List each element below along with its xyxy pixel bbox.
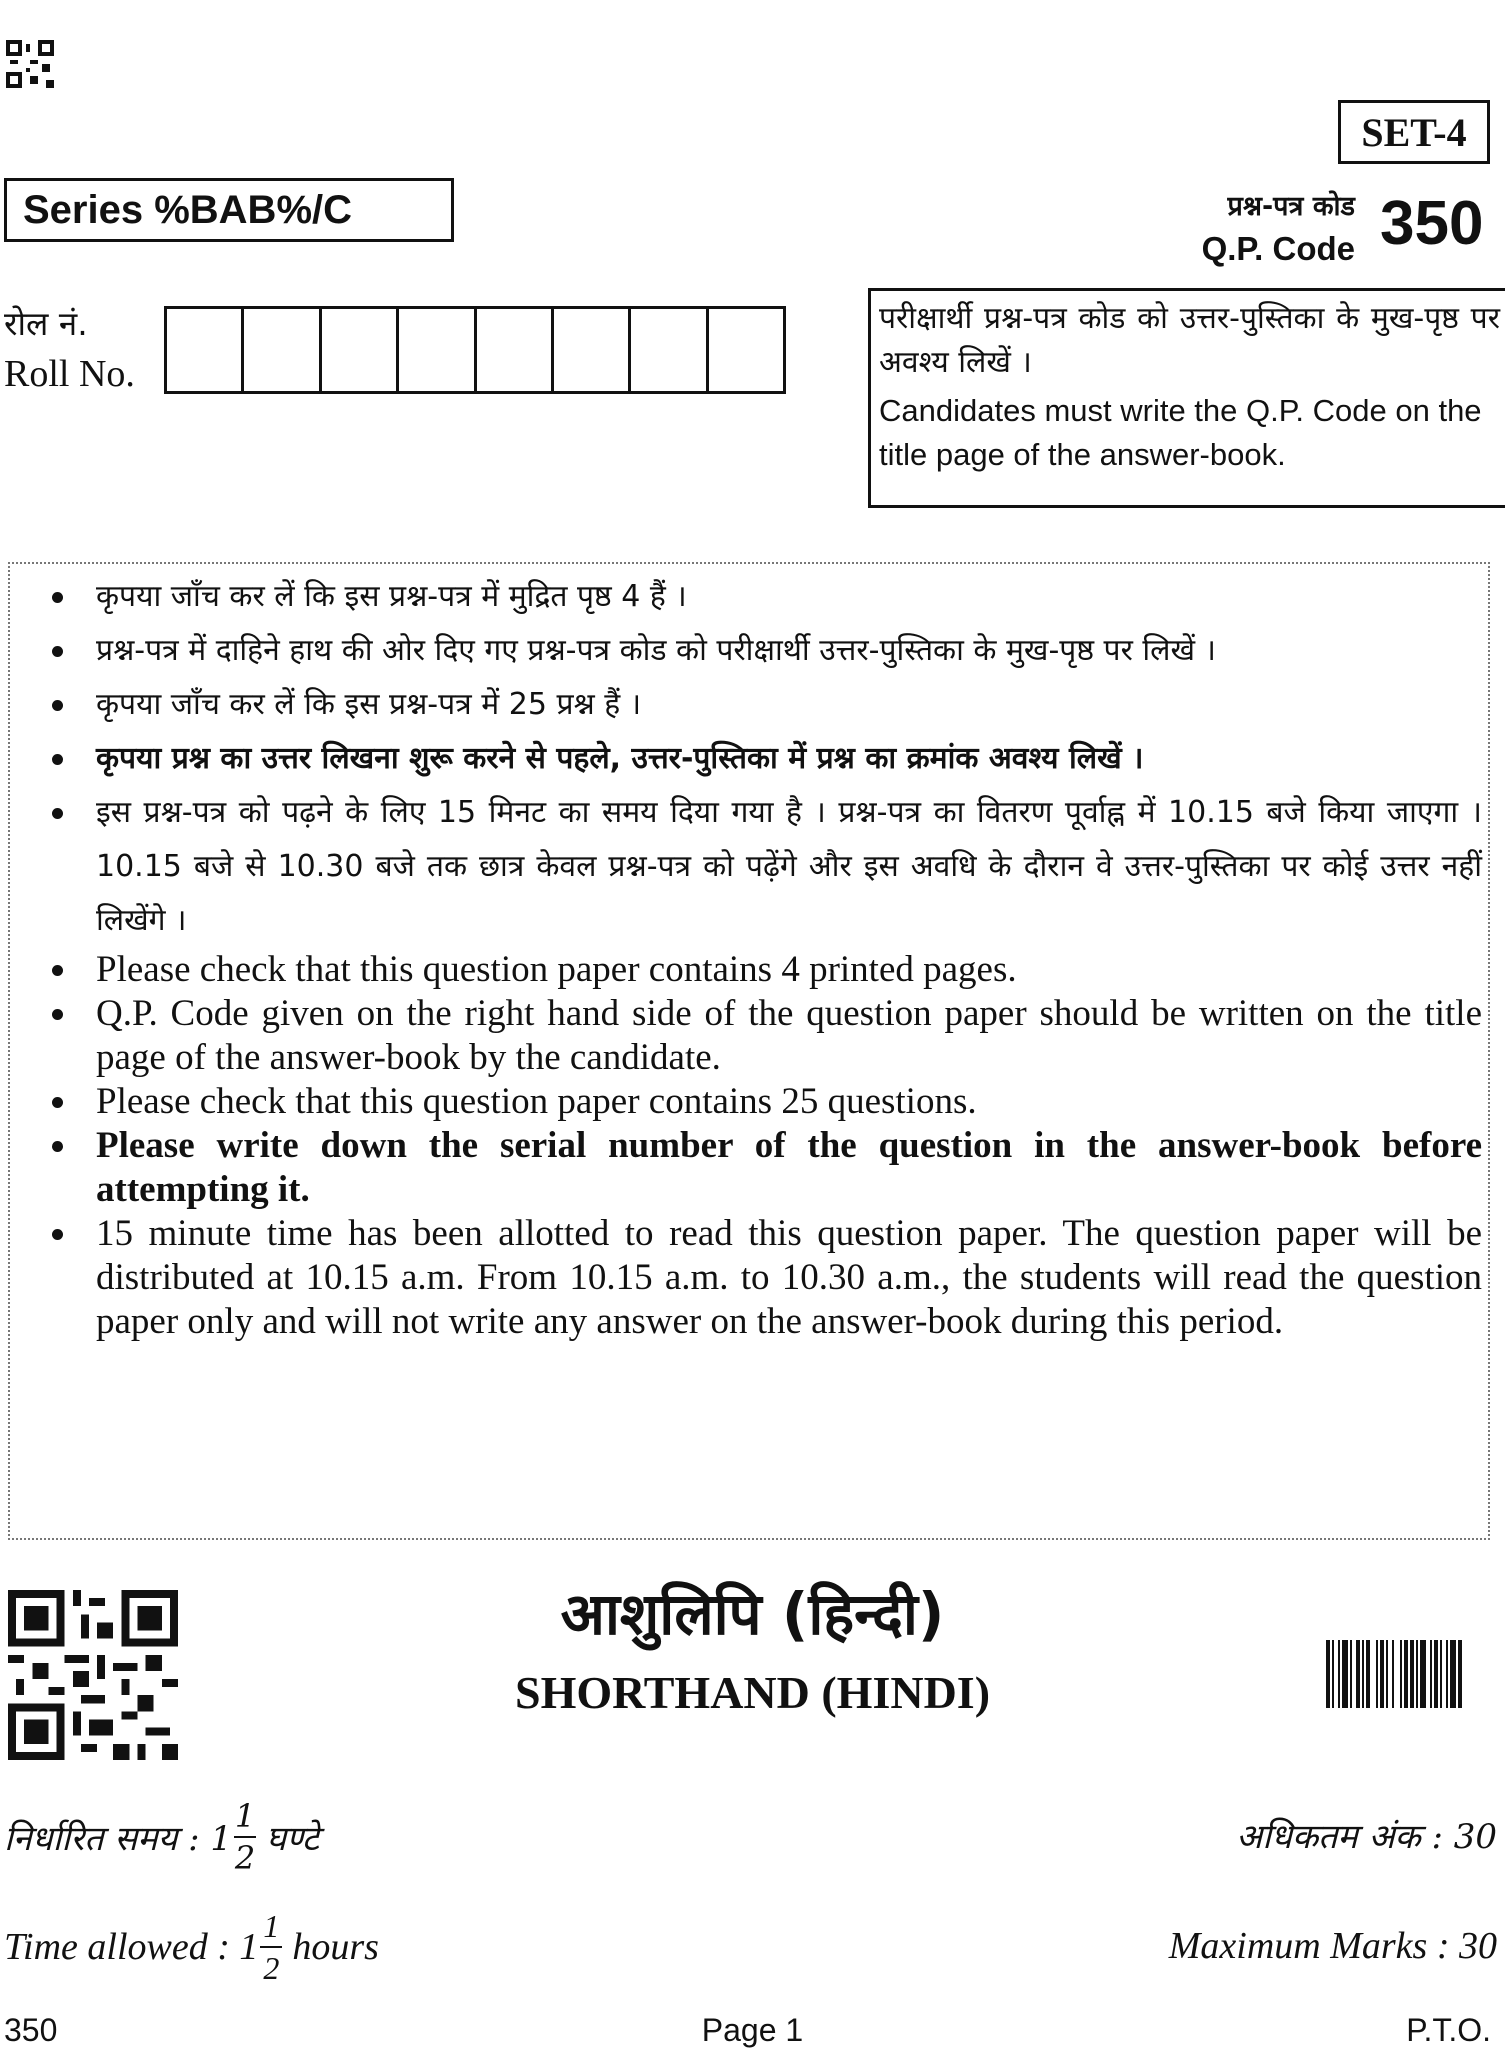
roll-digit-box[interactable] [399,309,476,391]
candidate-note-hi: परीक्षार्थी प्रश्न-पत्र कोड को उत्तर-पुस्तिका के मुख-पृष्ठ पर अवश्य लिखें । [879,301,1500,380]
roll-number-boxes[interactable] [164,306,786,394]
roll-label-en: Roll No. [4,353,135,395]
instruction-item: 15 minute time has been allotted to read this question paper. The question paper will be distributed at 10.15 a.m. From 10.15 a.m. to 10.30 a.m., the students will read the question paper only and will not write any answer on the answer-book during this period. [40,1212,1482,1344]
instruction-item: प्रश्न-पत्र में दाहिने हाथ की ओर दिए गए प्रश्न-पत्र कोड को परीक्षार्थी उत्तर-पुस्तिका के मुख-पृष्ठ पर लिखें । [40,624,1482,678]
instruction-item: Q.P. Code given on the right hand side of the question paper should be written on the title page of the answer-book by the candidate. [40,992,1482,1080]
footer-code: 350 [4,2012,58,2048]
time-allowed-en [4,1910,379,1984]
instruction-item: कृपया जाँच कर लें कि इस प्रश्न-पत्र में 25 प्रश्न हैं । [40,678,1482,732]
time-hi-prefix: निर्धारित समय : 1 [4,1819,233,1859]
subject-title-en: SHORTHAND (HINDI) [514,1667,991,1718]
qp-code-label-en: Q.P. Code [1201,230,1355,267]
roll-digit-box[interactable] [322,309,399,391]
fraction-numerator: 1 [263,1908,280,1944]
set-badge [1338,100,1490,164]
max-marks-hi: अधिकतम अंक : 30 [1236,1817,1497,1857]
instruction-item: कृपया प्रश्न का उत्तर लिखना शुरू करने से पहले, उत्तर-पुस्तिका में प्रश्न का क्रमांक अवश्य लिखें । [40,732,1482,786]
roll-digit-box[interactable] [709,309,783,391]
fraction-numerator: 1 [234,1797,256,1835]
subject-title-hi: आशुलिपि (हिन्दी) [560,1580,945,1648]
footer-pto: P.T.O. [1406,2012,1491,2048]
roll-digit-box[interactable] [244,309,321,391]
roll-digit-box[interactable] [631,309,708,391]
instruction-item: Please check that this question paper contains 4 printed pages. [40,948,1482,992]
series-label: Series %BAB%/C [23,187,353,232]
instruction-item: Please check that this question paper contains 25 questions. [40,1080,1482,1124]
barcode-icon [1326,1640,1480,1708]
instruction-item: कृपया जाँच कर लें कि इस प्रश्न-पत्र में मुद्रित पृष्ठ 4 हैं । [40,570,1482,624]
fraction-half [260,1910,282,1984]
time-en-prefix: Time allowed : 1 [4,1926,259,1968]
qp-code-label-hi: प्रश्न-पत्र कोड [1227,191,1355,222]
fraction-denominator: 2 [234,1839,256,1877]
roll-digit-box[interactable] [167,309,244,391]
series-badge [4,178,454,242]
candidate-note-en: Candidates must write the Q.P. Code on the title page of the answer-book. [879,393,1482,472]
instructions-list [40,570,1482,1344]
time-allowed-hi [4,1797,320,1877]
roll-label-hi: रोल नं. [4,304,88,343]
set-label: SET-4 [1361,109,1467,155]
time-en-suffix: hours [292,1926,379,1968]
roll-digit-box[interactable] [477,309,554,391]
candidate-note-box [868,288,1505,508]
qp-code-value: 350 [1380,189,1484,258]
instruction-item: इस प्रश्न-पत्र को पढ़ने के लिए 15 मिनट का समय दिया गया है । प्रश्न-पत्र का वितरण पूर्वाह्न में 10.15 बजे किया जाएगा । 10.15 बजे से 10.30 बजे तक छात्र केवल प्रश्न-पत्र को पढ़ेंगे और इस अवधि के दौरान वे उत्तर-पुस्तिका पर कोई उत्तर नहीं लिखेंगे । [40,786,1482,948]
roll-digit-box[interactable] [554,309,631,391]
qr-code-small [6,40,54,88]
time-hi-suffix: घण्टे [266,1819,320,1859]
fraction-half [234,1797,256,1877]
instructions-box [8,562,1490,1540]
footer-page-number: Page 1 [701,2012,804,2048]
instruction-item: Please write down the serial number of the question in the answer-book before attempting it. [40,1124,1482,1212]
fraction-denominator: 2 [263,1950,280,1986]
max-marks-en: Maximum Marks : 30 [1168,1925,1497,1967]
